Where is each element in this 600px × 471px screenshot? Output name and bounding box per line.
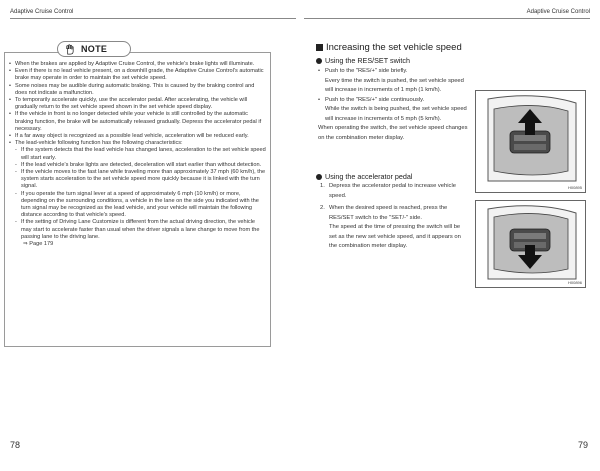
note-item: • If the vehicle in front is no longer detected while your vehicle is still controlled by the automatic braking function, the brake will be automatically released gradually. Depress the accelerator pedal if necessary. bbox=[9, 111, 262, 132]
note-item: • To temporarily accelerate quickly, use the accelerator pedal. After accelerating, the vehicle will gradually return to the set vehicle speed shown in the set vehicle speed display. bbox=[9, 97, 248, 111]
figure-code: H00895 bbox=[567, 185, 582, 190]
accelerator-steps bbox=[320, 182, 468, 252]
subsection-res-set-title: Using the RES/SET switch bbox=[325, 56, 410, 65]
left-page-number: 78 bbox=[10, 440, 21, 450]
note-sub-item: - If the system detects that the lead vehicle has changed lanes, acceleration to the set vehicle speed will start early. bbox=[15, 147, 266, 161]
accelerator-step: 2. When the desired speed is reached, press the RES/SET switch to the "SET/-" side. bbox=[320, 205, 448, 221]
subsection-res-set bbox=[316, 56, 410, 65]
figure-code: H00896 bbox=[567, 280, 582, 285]
left-header-title: Adaptive Cruise Control bbox=[10, 9, 74, 15]
right-header-rule bbox=[304, 18, 590, 19]
note-item: • Some noises may be audible during automatic braking. This is caused by the braking control and does not indicate a malfunction. bbox=[9, 82, 255, 96]
res-set-bullet-body: Every time the switch is pushed, the set vehicle speed will increase in increments of 1 mph (1 km/h). bbox=[325, 77, 464, 93]
note-body bbox=[9, 61, 266, 248]
note-sub-item: - If the lead vehicle's brake lights are detected, deceleration will start earlier than without detection. bbox=[15, 161, 262, 168]
steering-switch-illustration bbox=[476, 91, 585, 192]
note-title: NOTE bbox=[81, 44, 108, 54]
note-sub-item: - If the setting of Driving Lane Customize is different from the actual driving direction, the vehicle may start to accelerate faster than usual when the driver signals a lane change to move from the passing lane to the driving lane. bbox=[15, 219, 260, 240]
note-item: • The lead-vehicle following function has the following characteristics: bbox=[9, 140, 183, 147]
black-circle-icon bbox=[316, 174, 322, 180]
note-box bbox=[4, 52, 271, 347]
note-item: • If a far away object is recognized as a possible lead vehicle, acceleration will be reduced early. bbox=[9, 133, 249, 140]
section-heading bbox=[316, 42, 462, 53]
note-item: • Even if there is no lead vehicle present, on a downhill grade, the Adaptive Cruise Control's automatic brake may operate in order to maintain the set vehicle speed. bbox=[9, 68, 264, 82]
section-title: Increasing the set vehicle speed bbox=[326, 42, 462, 53]
res-set-figure bbox=[475, 90, 586, 193]
black-square-icon bbox=[316, 44, 323, 51]
steering-switch-illustration bbox=[476, 201, 585, 287]
note-label bbox=[57, 41, 131, 57]
note-sub-item: - If the vehicle moves to the fast lane while traveling more than approximately 37 mph (60 km/h), the system starts acceleration to the set vehicle speed more quickly because it is linked with the turn signal. bbox=[15, 169, 266, 190]
res-set-instructions bbox=[318, 67, 468, 143]
page-reference-link[interactable]: ⇒ Page 179 bbox=[23, 241, 54, 248]
black-circle-icon bbox=[316, 58, 322, 64]
note-item: • When the brakes are applied by Adaptive Cruise Control, the vehicle's brake lights will illuminate. bbox=[9, 61, 255, 67]
subsection-accelerator bbox=[316, 172, 413, 181]
right-page-number: 79 bbox=[577, 440, 588, 450]
note-hand-icon bbox=[64, 44, 75, 55]
accelerator-step-body: The speed at the time of pressing the switch will be set as the new set vehicle speed, and it appears on the combination meter display. bbox=[329, 224, 461, 249]
subsection-accelerator-title: Using the accelerator pedal bbox=[325, 172, 413, 181]
accelerator-figure bbox=[475, 200, 586, 288]
res-set-bullet-body: While the switch is being pushed, the set vehicle speed will increase in increments of 5 mph (5 km/h). bbox=[325, 106, 467, 122]
right-header-title: Adaptive Cruise Control bbox=[526, 9, 590, 15]
note-sub-item: - If you operate the turn signal lever at a speed of approximately 6 mph (10 km/h) or more, depending on the surrounding conditions, a vehicle in the lane on the side you indicated with the turn signal may be recognized as the lead vehicle, and your vehicle will maintain the following distance according to that vehicle's speed. bbox=[15, 190, 259, 219]
res-set-bullet: • Push to the "RES/+" side briefly. bbox=[318, 68, 408, 74]
res-set-bullet: • Push to the "RES/+" side continuously. bbox=[318, 96, 425, 103]
left-header-rule bbox=[10, 18, 296, 19]
res-set-paragraph: When operating the switch, the set vehicle speed changes on the combination meter display. bbox=[318, 125, 468, 141]
accelerator-step: 1. Depress the accelerator pedal to increase vehicle speed. bbox=[320, 183, 456, 199]
